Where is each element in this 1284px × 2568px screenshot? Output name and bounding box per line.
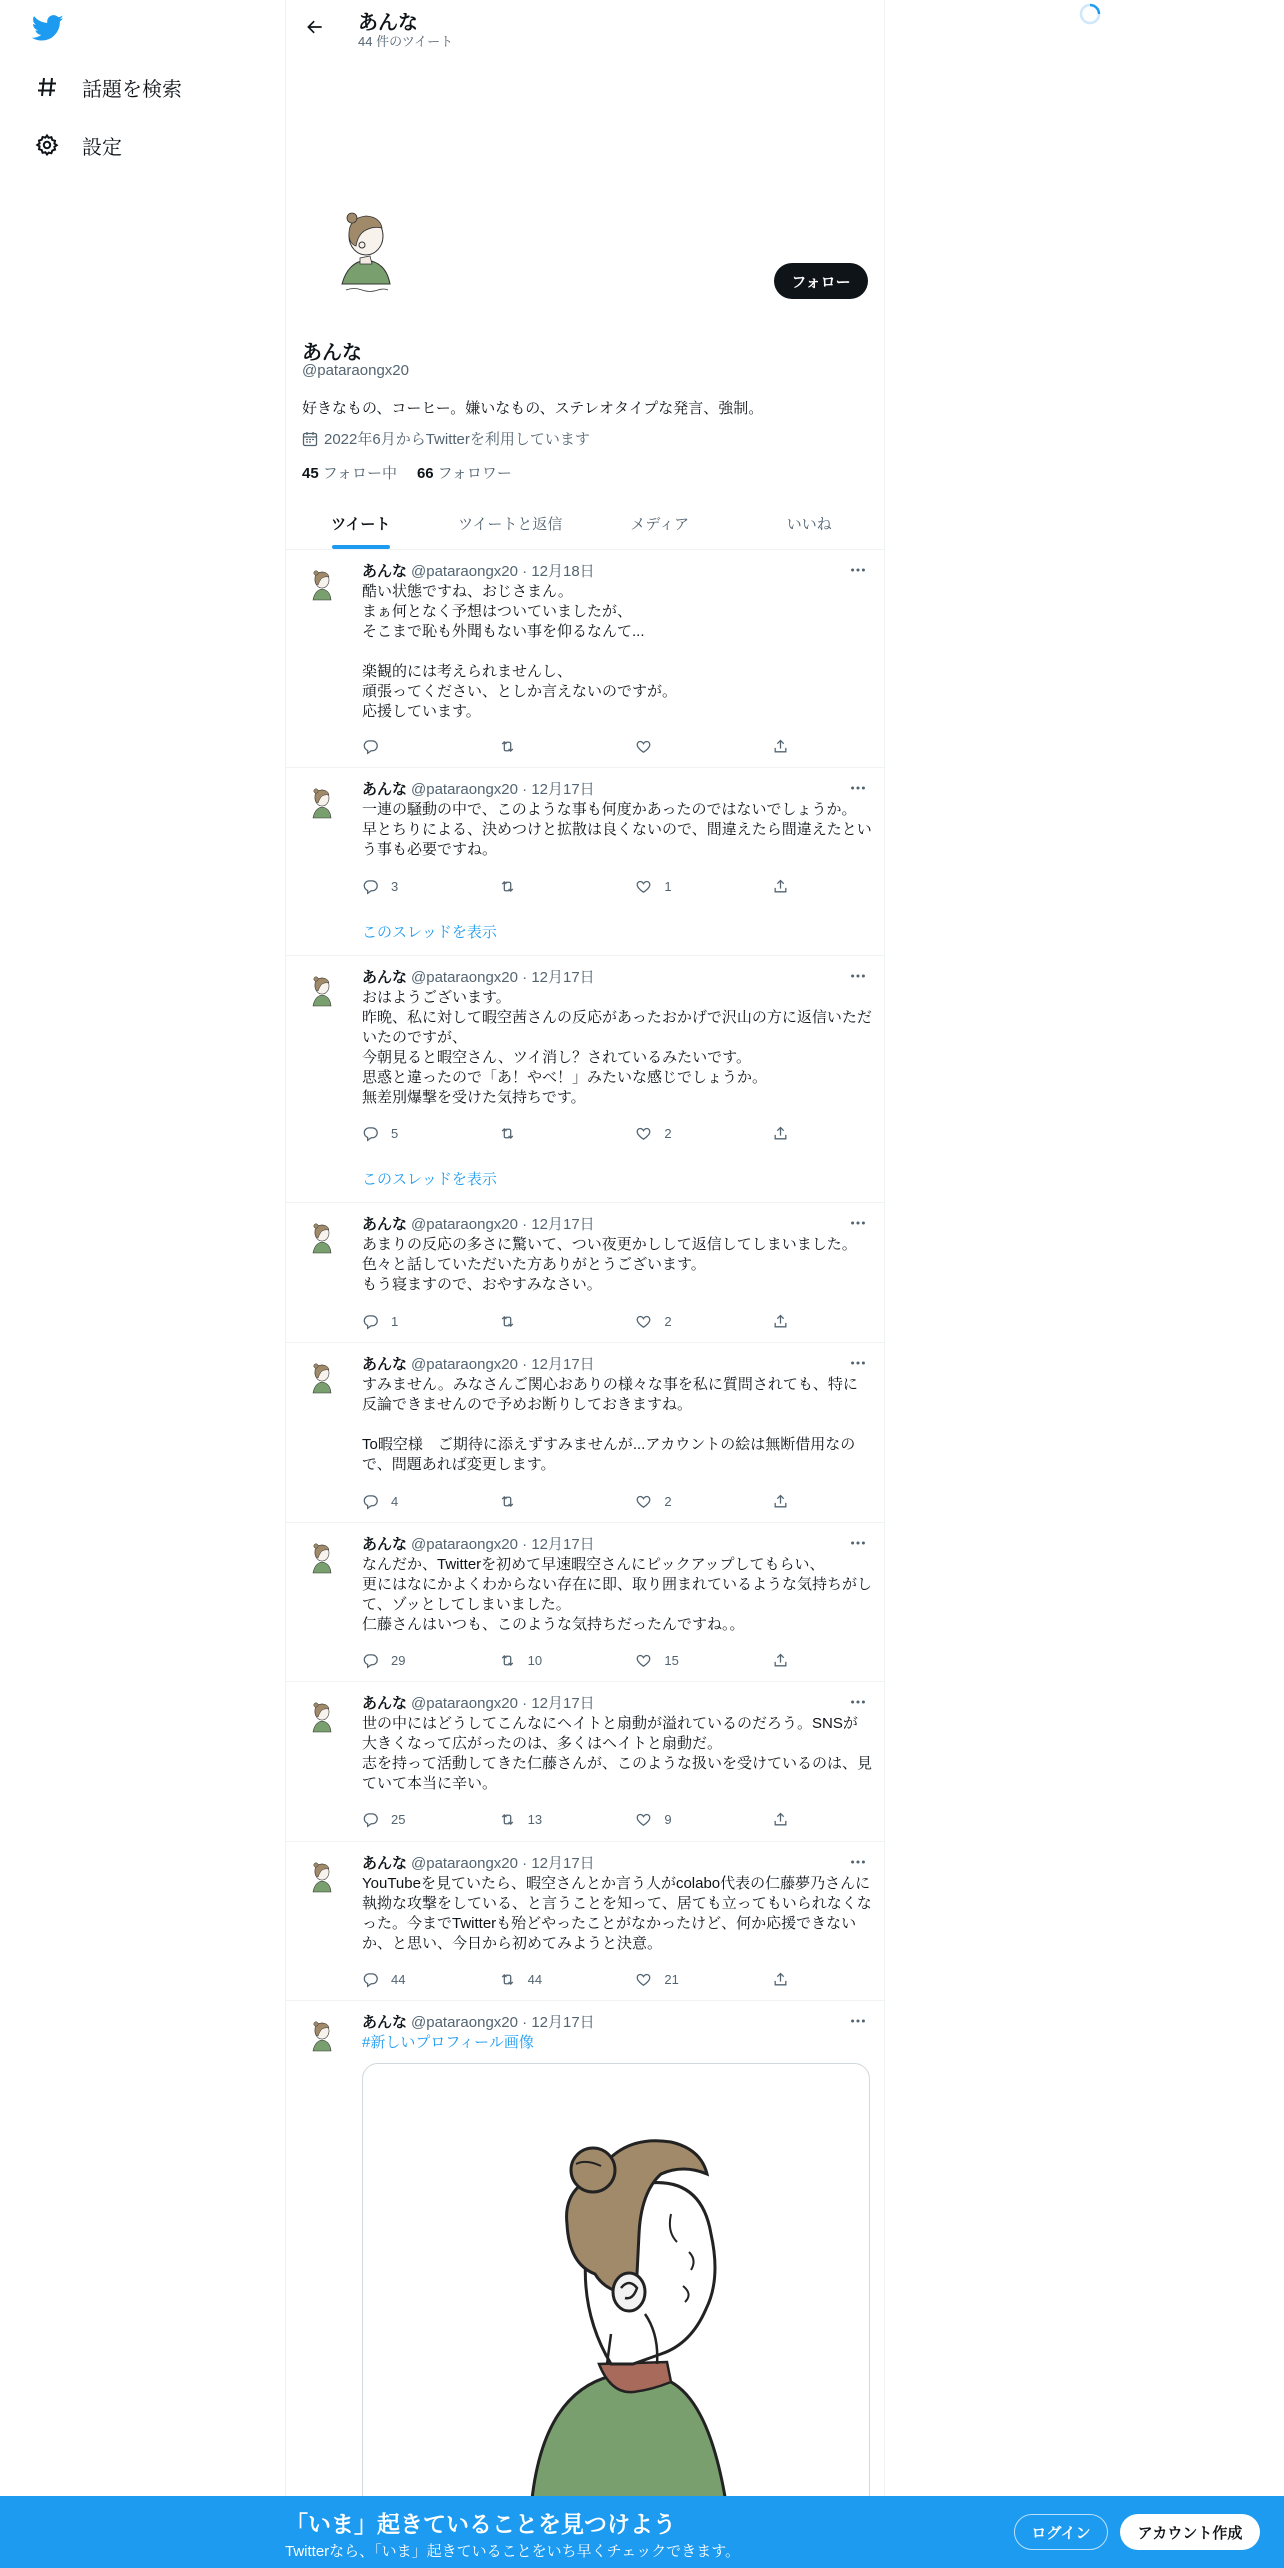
more-options-button[interactable] xyxy=(848,560,868,580)
profile-bio: 好きなもの、コーヒー。嫌いなもの、ステレオタイプな発言、強制。 xyxy=(302,400,764,417)
heart-icon xyxy=(635,878,652,895)
tweet-media-image[interactable] xyxy=(362,2063,870,2513)
tweet-header xyxy=(362,562,595,582)
share-button[interactable] xyxy=(772,1123,792,1143)
sidebar-item-label: 設定 xyxy=(82,136,122,159)
followers-link[interactable] xyxy=(417,462,512,483)
reply-icon xyxy=(362,878,379,895)
retweet-icon xyxy=(499,1125,516,1142)
tweet-handle-date[interactable]: @pataraongx20 · 12月17日 xyxy=(411,969,595,986)
tweet[interactable] xyxy=(286,550,884,768)
reply-count: 44 xyxy=(391,1971,406,1987)
retweet-icon xyxy=(499,738,516,755)
more-dots-icon xyxy=(849,967,867,985)
tweet-handle-date[interactable]: @pataraongx20 · 12月17日 xyxy=(411,1695,595,1712)
more-options-button[interactable] xyxy=(848,1533,868,1553)
retweet-button[interactable] xyxy=(499,1311,636,1331)
follow-button[interactable]: フォロー xyxy=(774,263,868,299)
retweet-icon xyxy=(499,1493,516,1510)
tweet-header xyxy=(362,1694,595,1714)
profile-stats xyxy=(302,462,532,483)
more-dots-icon xyxy=(849,1214,867,1232)
reply-icon xyxy=(362,1971,379,1988)
share-icon xyxy=(772,1313,789,1330)
like-button[interactable] xyxy=(635,1491,772,1511)
reply-icon xyxy=(362,1313,379,1330)
reply-button[interactable] xyxy=(362,1123,499,1143)
like-button[interactable] xyxy=(635,1311,772,1331)
tweet-actions xyxy=(362,1123,792,1143)
share-button[interactable] xyxy=(772,1809,792,1829)
profile-name: あんな xyxy=(302,342,362,364)
tweet[interactable] xyxy=(286,1203,884,1343)
joined-date: 2022年6月からTwitterを利用しています xyxy=(324,431,590,448)
reply-button[interactable] xyxy=(362,1650,499,1670)
tweet-header xyxy=(362,1355,595,1375)
reply-count: 5 xyxy=(391,1125,399,1141)
tweet-header xyxy=(362,2013,595,2033)
tweet-text: なんだか、Twitterを初めて早速暇空さんにピックアップしてもらい、 更にはなにかよくわからない存在に即、取り囲まれているような気持ちがして、ゾッとしてしまいました。 仁藤さんはいつも、このような気持ちだったんですね。。 xyxy=(362,1556,873,1633)
share-button[interactable] xyxy=(772,1969,792,1989)
more-options-button[interactable] xyxy=(848,1353,868,1373)
signup-prompt-title: 「いま」起きていることを見つけよう xyxy=(285,2511,676,2537)
tweet[interactable] xyxy=(286,956,884,1203)
tweet-author-name[interactable]: あんな xyxy=(362,1356,408,1373)
following-label: フォロー中 xyxy=(322,465,397,482)
more-dots-icon xyxy=(849,779,867,797)
share-icon xyxy=(772,1652,789,1669)
retweet-button[interactable] xyxy=(499,1809,636,1829)
reply-count: 3 xyxy=(391,878,399,894)
reply-icon xyxy=(362,738,379,755)
tweet-handle-date[interactable]: @pataraongx20 · 12月17日 xyxy=(411,1216,595,1233)
more-options-button[interactable] xyxy=(848,778,868,798)
share-icon xyxy=(772,1125,789,1142)
tweet-avatar[interactable] xyxy=(302,782,342,822)
share-button[interactable] xyxy=(772,876,792,896)
tweet-header xyxy=(362,1535,595,1555)
tab-media[interactable]: メディア xyxy=(630,515,690,533)
tweet-author-name[interactable]: あんな xyxy=(362,1695,408,1712)
tweet-header xyxy=(362,780,595,800)
reply-count: 4 xyxy=(391,1493,399,1509)
tweet-count: 44 件のツイート xyxy=(358,34,454,49)
signup-prompt-subtitle: Twitterなら、「いま」起きていることをいち早くチェックできます。 xyxy=(285,2543,741,2560)
tweet-handle-date[interactable]: @pataraongx20 · 12月17日 xyxy=(411,2014,595,2031)
tweet-avatar[interactable] xyxy=(302,1217,342,1257)
tweet-avatar[interactable] xyxy=(302,2015,342,2055)
like-button[interactable] xyxy=(635,876,772,896)
signup-prompt-bar xyxy=(0,2496,1284,2568)
retweet-count: 13 xyxy=(527,1811,543,1827)
reply-button[interactable] xyxy=(362,1491,499,1511)
reply-icon xyxy=(362,1493,379,1510)
reply-button[interactable] xyxy=(362,736,499,756)
more-dots-icon xyxy=(849,561,867,579)
more-dots-icon xyxy=(849,1534,867,1552)
reply-button[interactable] xyxy=(362,1969,499,1989)
profile-avatar[interactable] xyxy=(308,192,424,308)
tweet[interactable] xyxy=(286,1523,884,1682)
more-dots-icon xyxy=(849,2012,867,2030)
tweet-author-name[interactable]: あんな xyxy=(362,781,408,798)
tweet-author-name[interactable]: あんな xyxy=(362,1216,408,1233)
more-options-button[interactable] xyxy=(848,1692,868,1712)
reply-button[interactable] xyxy=(362,876,499,896)
reply-count: 1 xyxy=(391,1313,399,1329)
tweet-handle-date[interactable]: @pataraongx20 · 12月17日 xyxy=(411,781,595,798)
tweet-text: 一連の騒動の中で、このような事も何度かあったのではないでしょうか。 早とちりによる、決めつけと拡散は良くないので、間違えたら間違えたという事も必要ですね。 xyxy=(362,801,872,858)
like-count: 21 xyxy=(664,1971,679,1987)
following-count: 45 xyxy=(302,465,319,482)
tweet-avatar[interactable] xyxy=(302,1537,342,1577)
retweet-icon xyxy=(499,1971,516,1988)
tweet-actions xyxy=(362,876,792,896)
header-name: あんな xyxy=(358,12,418,34)
profile-header-bar xyxy=(286,0,884,53)
tweet-avatar[interactable] xyxy=(302,564,342,604)
twitter-logo-icon[interactable] xyxy=(30,12,66,44)
tweet-actions xyxy=(362,1311,792,1331)
sidebar-item-settings[interactable] xyxy=(34,125,122,165)
tweet-handle-date[interactable]: @pataraongx20 · 12月17日 xyxy=(411,1356,595,1373)
reply-button[interactable] xyxy=(362,1311,499,1331)
like-button[interactable] xyxy=(635,1809,772,1829)
share-icon xyxy=(772,1493,789,1510)
back-button[interactable] xyxy=(298,12,332,42)
show-thread-link[interactable]: このスレッドを表示 xyxy=(362,924,497,941)
tweet-text: あまりの反応の多さに驚いて、つい夜更かしして返信してしまいました。 色々と話していただいた方ありがとうございます。 もう寝ますので、おやすみなさい。 xyxy=(362,1236,857,1293)
tweet-header xyxy=(362,1854,595,1874)
like-count: 15 xyxy=(664,1652,679,1668)
tweet-actions xyxy=(362,1491,792,1511)
tweet-actions xyxy=(362,1809,792,1829)
tweet-author-name[interactable]: あんな xyxy=(362,563,408,580)
tweet-author-name[interactable]: あんな xyxy=(362,969,408,986)
retweet-icon xyxy=(499,878,516,895)
tweet-header xyxy=(362,968,595,988)
gear-icon xyxy=(34,132,60,158)
retweet-button[interactable] xyxy=(499,1969,636,1989)
tweet-text: YouTubeを見ていたら、暇空さんとか言う人がcolabo代表の仁藤夢乃さんに執拗な攻撃をしている、と言うことを知って、居ても立ってもいられなくなった。今までTwitterも殆どやったことがなかったけど、何か応援できないか、と思い、今日から初めてみようと決意。 xyxy=(362,1875,872,1952)
following-link[interactable] xyxy=(302,462,397,483)
more-dots-icon xyxy=(849,1853,867,1871)
retweet-button[interactable] xyxy=(499,1491,636,1511)
tweet-text[interactable]: #新しいプロフィール画像 xyxy=(362,2034,534,2051)
tweet-author-name[interactable]: あんな xyxy=(362,1855,408,1872)
followers-count: 66 xyxy=(416,465,434,482)
tab-likes[interactable]: いいね xyxy=(786,515,832,533)
tweet-text: おはようございます。 昨晩、私に対して暇空茜さんの反応があったおかげで沢山の方に返信いただいたのですが、 今朝見ると暇空さん、ツイ消し？されているみたいです。 思惑と違ったので「あ！やべ！」みたいな感じでしょうか。 無差別爆撃を受けた気持ちです。 xyxy=(362,989,872,1106)
heart-icon xyxy=(635,1811,652,1828)
heart-icon xyxy=(635,1313,652,1330)
share-icon xyxy=(772,1811,789,1828)
sidebar-item-label: 話題を検索 xyxy=(82,78,182,101)
tweet[interactable] xyxy=(286,768,884,956)
show-thread-link[interactable]: このスレッドを表示 xyxy=(362,1171,497,1188)
tweet-handle-date[interactable]: @pataraongx20 · 12月18日 xyxy=(411,563,595,580)
login-button[interactable]: ログイン xyxy=(1014,2514,1108,2550)
heart-icon xyxy=(635,1971,652,1988)
profile-banner xyxy=(286,53,884,189)
tweet-actions xyxy=(362,1650,792,1670)
like-button[interactable] xyxy=(635,1650,772,1670)
retweet-button[interactable] xyxy=(499,1650,636,1670)
like-count: 9 xyxy=(664,1811,672,1827)
reply-icon xyxy=(362,1652,379,1669)
like-button[interactable] xyxy=(635,1123,772,1143)
tweet[interactable] xyxy=(286,1343,884,1523)
retweet-icon xyxy=(499,1811,516,1828)
tweet-actions xyxy=(362,736,792,756)
retweet-count: 10 xyxy=(527,1652,543,1668)
more-options-button[interactable] xyxy=(848,2011,868,2031)
reply-count: 29 xyxy=(391,1652,406,1668)
arrow-left-icon xyxy=(305,17,325,37)
profile-joined xyxy=(302,428,590,449)
reply-button[interactable] xyxy=(362,1809,499,1829)
tweet-author-name[interactable]: あんな xyxy=(362,1536,408,1553)
tweet-text: すみません。みなさんご関心おありの様々な事を私に質問されても、特に反論できませんので予めお断りしておきますね。 To暇空様 ご期待に添えずすみませんが...アカウントの絵は無断借用なので、問題あれば変更します。 xyxy=(362,1376,858,1473)
tweet-avatar[interactable] xyxy=(302,1357,342,1397)
reply-count: 25 xyxy=(391,1811,406,1827)
tweet-avatar[interactable] xyxy=(302,970,342,1010)
profile-tabs xyxy=(286,497,884,550)
retweet-button[interactable] xyxy=(499,1123,636,1143)
share-button[interactable] xyxy=(772,1650,792,1670)
like-button[interactable] xyxy=(635,736,772,756)
heart-icon xyxy=(635,1125,652,1142)
followers-label: フォロワー xyxy=(437,465,512,482)
sidebar xyxy=(0,0,285,2568)
tweet-avatar[interactable] xyxy=(302,1696,342,1736)
signup-button[interactable]: アカウント作成 xyxy=(1120,2514,1260,2550)
profile-handle: @pataraongx20 xyxy=(302,362,409,379)
retweet-button[interactable] xyxy=(499,876,636,896)
retweet-count: 44 xyxy=(527,1971,543,1987)
tweet[interactable] xyxy=(286,1682,884,1842)
like-count: 2 xyxy=(664,1125,672,1141)
retweet-icon xyxy=(499,1313,516,1330)
tweet[interactable] xyxy=(286,2001,884,2568)
tab-tweets-and-replies[interactable]: ツイートと返信 xyxy=(458,515,563,533)
sidebar-item-explore[interactable] xyxy=(34,67,182,107)
reply-icon xyxy=(362,1811,379,1828)
share-icon xyxy=(772,878,789,895)
heart-icon xyxy=(635,1493,652,1510)
tweet-header xyxy=(362,1215,595,1235)
retweet-button[interactable] xyxy=(499,736,636,756)
loading-spinner-icon xyxy=(1079,3,1101,25)
more-options-button[interactable] xyxy=(848,1213,868,1233)
heart-icon xyxy=(635,738,652,755)
calendar-icon xyxy=(302,431,318,447)
tweet-avatar[interactable] xyxy=(302,1856,342,1896)
more-options-button[interactable] xyxy=(848,1852,868,1872)
tweet-actions xyxy=(362,1969,792,1989)
share-icon xyxy=(772,738,789,755)
more-options-button[interactable] xyxy=(848,966,868,986)
like-count: 2 xyxy=(664,1493,672,1509)
retweet-icon xyxy=(499,1652,516,1669)
heart-icon xyxy=(635,1652,652,1669)
tweet-text: 酷い状態ですね、おじさまん。 まぁ何となく予想はついていましたが、 そこまで恥も外聞もない事を仰るなんて... 楽観的には考えられませんし、 頑張ってください、としか言えないのですが。 応援しています。 xyxy=(362,583,678,720)
like-count: 1 xyxy=(664,878,672,894)
more-dots-icon xyxy=(849,1354,867,1372)
tweet-handle-date[interactable]: @pataraongx20 · 12月17日 xyxy=(411,1855,595,1872)
share-button[interactable] xyxy=(772,736,792,756)
more-dots-icon xyxy=(849,1693,867,1711)
share-button[interactable] xyxy=(772,1311,792,1331)
tweet-text: 世の中にはどうしてこんなにヘイトと扇動が溢れているのだろう。SNSが大きくなって広がったのは、多くはヘイトと扇動だ。 志を持って活動してきた仁藤さんが、このような扱いを受けているのは、見ていて本当に辛い。 xyxy=(362,1715,873,1792)
reply-icon xyxy=(362,1125,379,1142)
like-button[interactable] xyxy=(635,1969,772,1989)
share-icon xyxy=(772,1971,789,1988)
hashtag-icon xyxy=(34,74,60,100)
tweet[interactable] xyxy=(286,1842,884,2001)
like-count: 2 xyxy=(664,1313,672,1329)
profile-timeline xyxy=(285,0,885,2568)
tweet-handle-date[interactable]: @pataraongx20 · 12月17日 xyxy=(411,1536,595,1553)
share-button[interactable] xyxy=(772,1491,792,1511)
tweet-author-name[interactable]: あんな xyxy=(362,2014,408,2031)
tab-tweets[interactable]: ツイート xyxy=(286,497,436,549)
